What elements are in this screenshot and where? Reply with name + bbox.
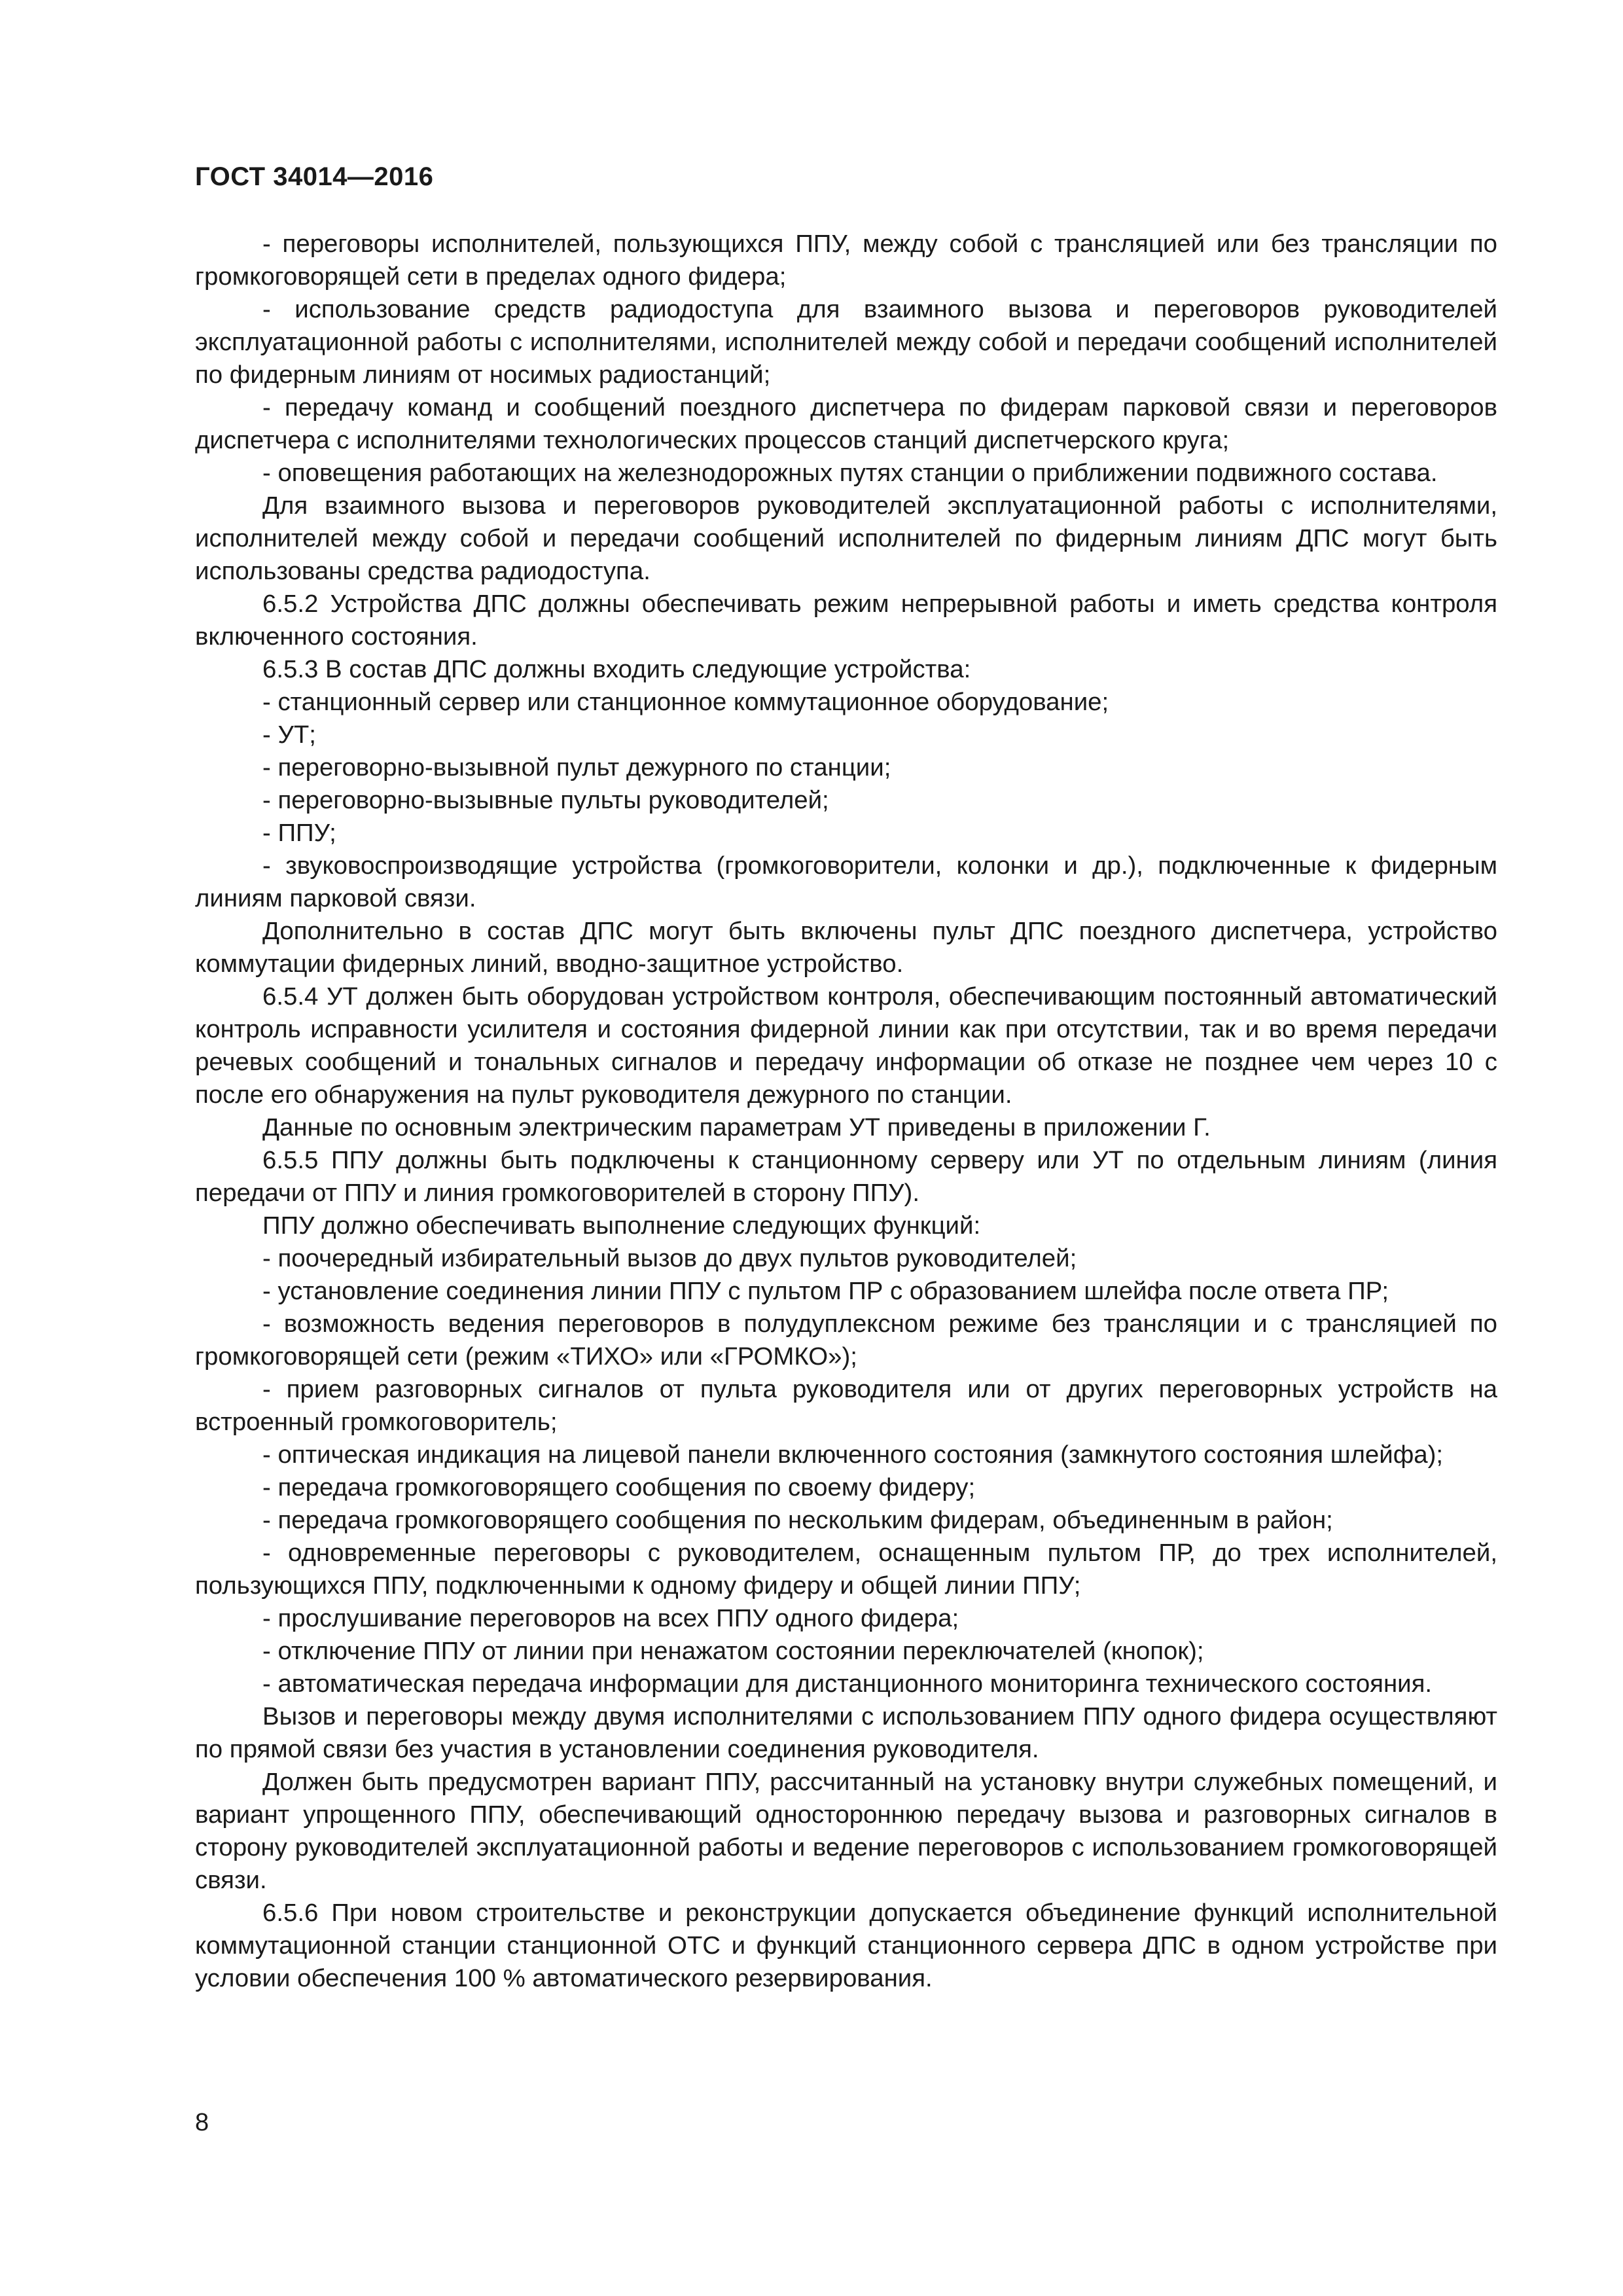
page-number: 8 [195, 2109, 209, 2136]
paragraph: - оповещения работающих на железнодорожных путях станции о приближении подвижного состава. [262, 459, 1438, 487]
paragraph: - передачу команд и сообщений поездного диспетчера по фидерам парковой связи и переговоров диспетчера с исполнителями технологических процессов станций диспетчерского круга; [195, 393, 1497, 454]
paragraph: - поочередный избирательный вызов до двух пультов руководителей; [262, 1244, 1077, 1272]
standard-header: ГОСТ 34014—2016 [195, 162, 434, 191]
paragraph: ППУ должно обеспечивать выполнение следующих функций: [262, 1211, 981, 1240]
paragraph: - станционный сервер или станционное коммутационное оборудование; [262, 688, 1109, 716]
paragraph: - отключение ППУ от линии при ненажатом состоянии переключателей (кнопок); [262, 1637, 1204, 1665]
paragraph: 6.5.3 В состав ДПС должны входить следующие устройства: [262, 655, 971, 683]
paragraph: Вызов и переговоры между двумя исполнителями с использованием ППУ одного фидера осуществляют по прямой связи без участия в установлении соединения руководителя. [195, 1702, 1497, 1763]
paragraph: - оптическая индикация на лицевой панели включенного состояния (замкнутого состояния шлейфа); [262, 1441, 1444, 1469]
paragraph: - установление соединения линии ППУ с пультом ПР с образованием шлейфа после ответа ПР; [262, 1277, 1389, 1305]
paragraph: 6.5.6 При новом строительстве и реконструкции допускается объединение функций исполнительной коммутационной станции станционной ОТС и функций станционного сервера ДПС в одном устройстве при условии обеспечения 100 % автоматического резервирования. [195, 1899, 1497, 1992]
paragraph: - одновременные переговоры с руководителем, оснащенным пультом ПР, до трех исполнителей, пользующихся ППУ, подключенными к одному фидеру и общей линии ППУ; [195, 1539, 1497, 1600]
paragraph: - передача громкоговорящего сообщения по нескольким фидерам, объединенным в район; [262, 1506, 1333, 1534]
paragraph: - переговорно-вызывной пульт дежурного по станции; [262, 753, 891, 781]
paragraph: - использование средств радиодоступа для взаимного вызова и переговоров руководителей эксплуатационной работы с исполнителями, исполнителей между собой и передачи сообщений исполнителей по фидерным линиям от носимых радиостанций; [195, 295, 1497, 389]
body-text [195, 228, 1497, 1995]
paragraph: - прием разговорных сигналов от пульта руководителя или от других переговорных устройств на встроенный громкоговоритель; [195, 1375, 1497, 1436]
paragraph: - возможность ведения переговоров в полудуплексном режиме без трансляции и с трансляцией по громкоговорящей сети (режим «ТИХО» или «ГРОМКО»); [195, 1310, 1497, 1371]
paragraph: - переговорно-вызывные пульты руководителей; [262, 786, 829, 814]
paragraph: - переговоры исполнителей, пользующихся ППУ, между собой с трансляцией или без трансляции по громкоговорящей сети в пределах одного фидера; [195, 230, 1497, 291]
paragraph: - прослушивание переговоров на всех ППУ одного фидера; [262, 1604, 959, 1632]
paragraph: Для взаимного вызова и переговоров руководителей эксплуатационной работы с исполнителями, исполнителей между собой и передачи сообщений исполнителей по фидерным линиям ДПС могут быть использованы средства радиодоступа. [195, 492, 1497, 585]
paragraph: - звуковоспроизводящие устройства (громкоговорители, колонки и др.), подключенные к фидерным линиям парковой связи. [195, 852, 1497, 912]
paragraph: - передача громкоговорящего сообщения по своему фидеру; [262, 1473, 976, 1501]
paragraph: Дополнительно в состав ДПС могут быть включены пульт ДПС поездного диспетчера, устройство коммутации фидерных линий, вводно-защитное устройство. [195, 917, 1497, 978]
paragraph: 6.5.5 ППУ должны быть подключены к станционному серверу или УТ по отдельным линиям (линия передачи от ППУ и линия громкоговорителей в сторону ППУ). [195, 1146, 1497, 1207]
paragraph: 6.5.2 Устройства ДПС должны обеспечивать режим непрерывной работы и иметь средства контроля включенного состояния. [195, 590, 1497, 651]
paragraph: Должен быть предусмотрен вариант ППУ, рассчитанный на установку внутри служебных помещений, и вариант упрощенного ППУ, обеспечивающий одностороннюю передачу вызова и разговорных сигналов в сторону руководителей эксплуатационной работы и ведение переговоров с использованием громкоговорящей связи. [195, 1768, 1497, 1894]
paragraph: 6.5.4 УТ должен быть оборудован устройством контроля, обеспечивающим постоянный автоматический контроль исправности усилителя и состояния фидерной линии как при отсутствии, так и во время передачи речевых сообщений и тональных сигналов и передачу информации об отказе не позднее чем через 10 с после его обнаружения на пульт руководителя дежурного по станции. [195, 982, 1497, 1109]
paragraph: - УТ; [262, 721, 316, 749]
paragraph: Данные по основным электрическим параметрам УТ приведены в приложении Г. [262, 1113, 1211, 1141]
paragraph: - ППУ; [262, 819, 336, 847]
paragraph: - автоматическая передача информации для дистанционного мониторинга технического состояния. [262, 1670, 1433, 1698]
